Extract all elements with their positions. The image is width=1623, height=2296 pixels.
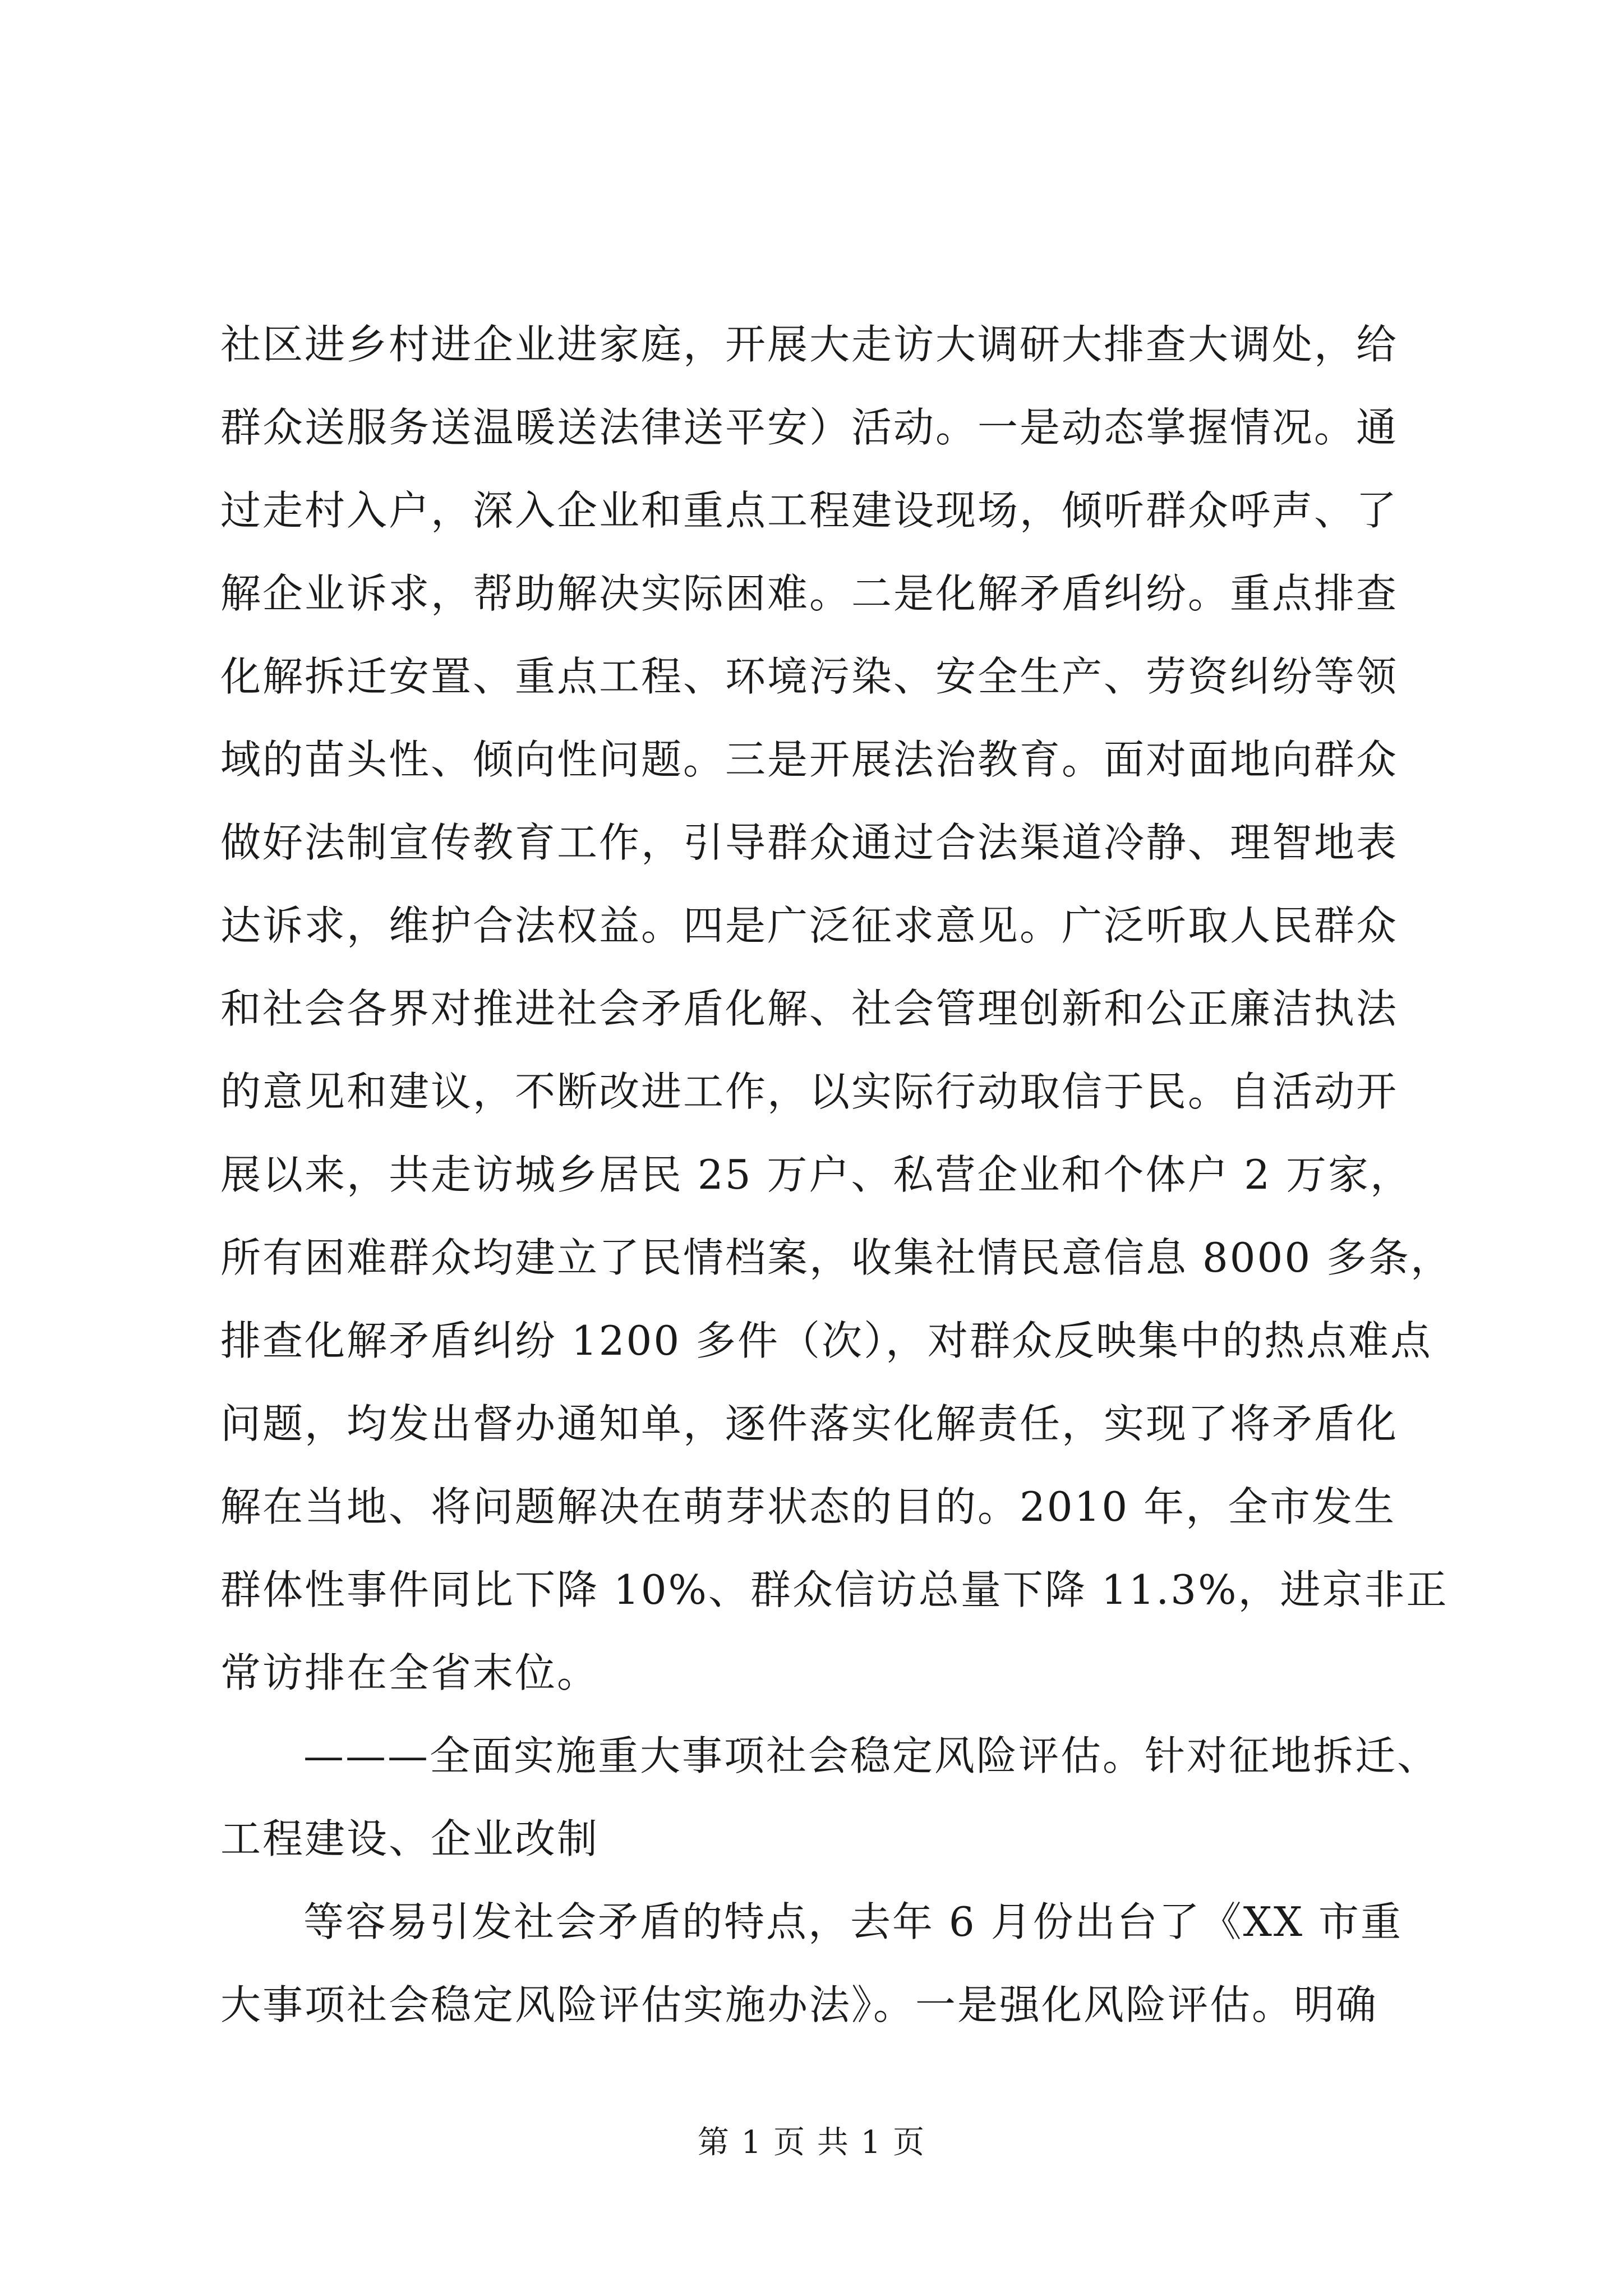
text-line: 常访排在全省末位。 [220, 1649, 600, 1696]
text-line: 工程建设、企业改制 [220, 1815, 600, 1862]
page-footer [0, 2120, 1623, 2165]
page-number: 第 1 页 共 1 页 [697, 2124, 926, 2161]
text-line: 所有困难群众均建立了民情档案，收集社情民意信息 8000 多条， [220, 1234, 1453, 1281]
text-line: 群体性事件同比下降 10%、群众信访总量下降 11.3%，进京非正 [220, 1566, 1449, 1613]
text-line: 做好法制宣传教育工作，引导群众通过合法渠道冷静、理智地表 [220, 819, 1399, 866]
text-line: 的意见和建议，不断改进工作，以实际行动取信于民。自活动开 [220, 1068, 1399, 1115]
text-line: 和社会各界对推进社会矛盾化解、社会管理创新和公正廉洁执法 [220, 985, 1399, 1032]
section-heading-line: ———全面实施重大事项社会稳定风险评估。针对征地拆迁、 [303, 1732, 1440, 1779]
text-line: 达诉求，维护合法权益。四是广泛征求意见。广泛听取人民群众 [220, 902, 1399, 949]
text-line: 问题，均发出督办通知单，逐件落实化解责任，实现了将矛盾化 [220, 1400, 1399, 1447]
text-line: 社区进乡村进企业进家庭，开展大走访大调研大排查大调处，给 [220, 321, 1399, 368]
text-line: 展以来，共走访城乡居民 25 万户、私营企业和个体户 2 万家， [220, 1151, 1412, 1198]
text-line: 排查化解矛盾纠纷 1200 多件（次），对群众反映集中的热点难点 [220, 1317, 1433, 1364]
text-line: 群众送服务送温暖送法律送平安）活动。一是动态掌握情况。通 [220, 404, 1399, 451]
text-line: 化解拆迁安置、重点工程、环境污染、安全生产、劳资纠纷等领 [220, 653, 1399, 700]
paragraph-start-line: 等容易引发社会矛盾的特点，去年 6 月份出台了《XX 市重 [303, 1898, 1403, 1945]
text-line: 域的苗头性、倾向性问题。三是开展法治教育。面对面地向群众 [220, 736, 1399, 783]
body-text [220, 303, 1453, 2046]
text-line: 解企业诉求，帮助解决实际困难。二是化解矛盾纠纷。重点排查 [220, 570, 1399, 617]
text-line: 大事项社会稳定风险评估实施办法》。一是强化风险评估。明确 [220, 1981, 1378, 2028]
text-line: 过走村入户，深入企业和重点工程建设现场，倾听群众呼声、了 [220, 487, 1399, 534]
text-line: 解在当地、将问题解决在萌芽状态的目的。2010 年，全市发生 [220, 1483, 1396, 1530]
